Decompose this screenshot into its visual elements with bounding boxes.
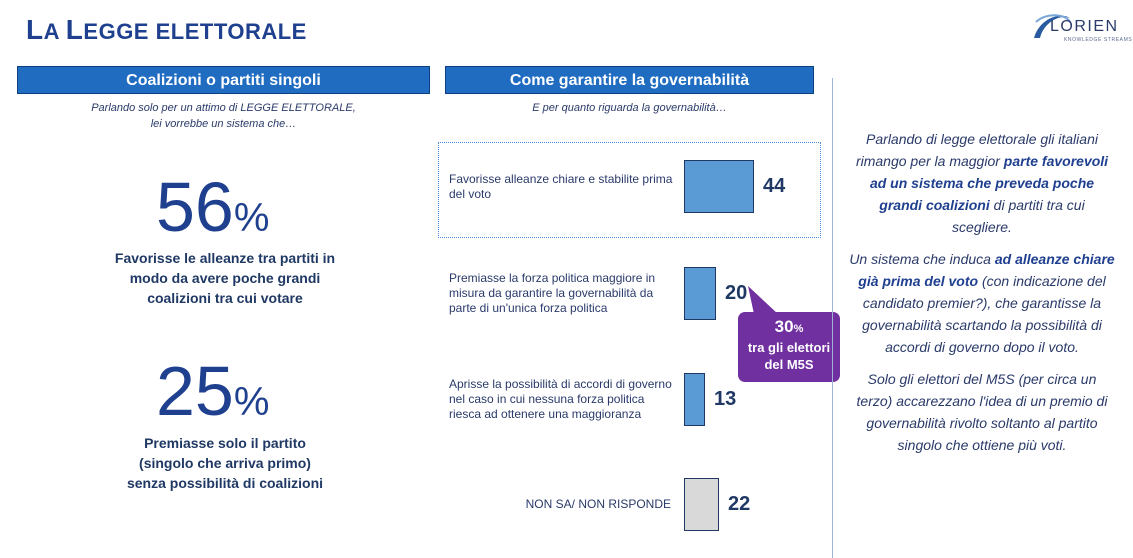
stat-56-value: 56% bbox=[156, 168, 270, 246]
left-question: Parlando solo per un attimo di LEGGE ELETTORALE, lei vorrebbe un sistema che… bbox=[91, 102, 356, 130]
commentary-paragraph: Solo gli elettori del M5S (per circa un terzo) accarezzano l'idea di un premio di governabilità rivolto soltanto al partito singolo che ottiene più voti. bbox=[856, 371, 1108, 453]
middle-question: E per quanto riguarda la governabilità… bbox=[532, 102, 727, 114]
m5s-callout: 30% tra gli elettori del M5S bbox=[738, 312, 840, 382]
stat-25-value: 25% bbox=[156, 352, 270, 430]
middle-section-header: Come garantire la governabilità bbox=[445, 66, 814, 94]
commentary-paragraph: Un sistema che induca ad alleanze chiare già prima del voto (con indicazione del candidato premier?), che garantisse la governabilità scartando la possibilità di accordi di governo dopo il voto. bbox=[849, 251, 1115, 355]
bar-value-label: 44 bbox=[763, 174, 786, 197]
bar-label: Aprisse la possibilità di accordi di governo nel caso in cui nessuna forza politica riesca ad ottenere una maggioranza bbox=[449, 377, 672, 421]
section-divider bbox=[832, 78, 833, 558]
bar-label: Premiasse la forza politica maggiore in misura da garantire la governabilità da parte di un'unica forza politica bbox=[449, 271, 656, 315]
bar bbox=[684, 478, 719, 531]
bar bbox=[684, 160, 754, 213]
stat-25-description: Premiasse solo il partito (singolo che arriva primo) senza possibilità di coalizioni bbox=[126, 435, 324, 491]
bar bbox=[684, 373, 705, 426]
page-title: LA LEGGE ELETTORALE bbox=[26, 14, 307, 45]
commentary-paragraph: Parlando di legge elettorale gli italiani rimango per la maggior parte favorevoli ad un sistema che preveda poche grandi coalizioni di partiti tra cui scegliere. bbox=[855, 131, 1109, 235]
left-section-header: Coalizioni o partiti singoli bbox=[17, 66, 430, 94]
bar-value-label: 22 bbox=[728, 492, 751, 515]
stat-56-description: Favorisse le alleanze tra partiti in modo da avere poche grandi coalizioni tra cui votare bbox=[114, 250, 336, 306]
bar bbox=[684, 267, 716, 320]
bar-label: NON SA/ NON RISPONDE bbox=[525, 497, 671, 511]
bar-value-label: 20 bbox=[725, 281, 748, 304]
logo-tagline: KNOWLEDGE STREAMS bbox=[1064, 37, 1133, 43]
bar-label: Favorisse alleanze chiare e stabilite prima del voto bbox=[449, 171, 673, 201]
commentary-panel bbox=[848, 128, 1116, 466]
bar-value-label: 13 bbox=[714, 387, 737, 410]
logo-name: LORIEN bbox=[1050, 18, 1119, 35]
